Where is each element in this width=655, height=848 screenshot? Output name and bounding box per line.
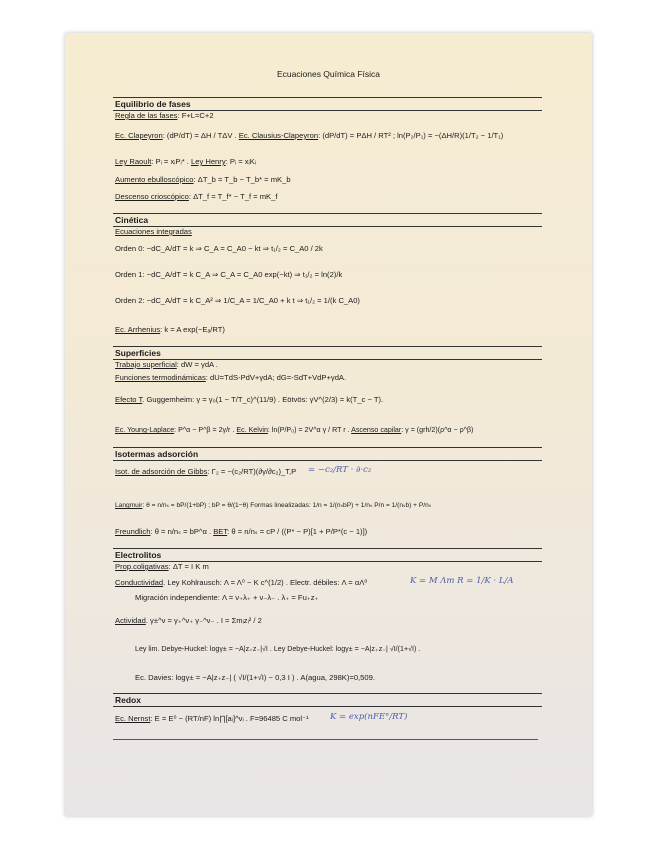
integradas-label: Ecuaciones integradas	[115, 227, 192, 236]
line-funciones	[115, 373, 346, 383]
section-header-cinetica: Cinética	[113, 213, 542, 227]
actividad-eq: . γ±^ν = γ₊^ν₊ γ₋^ν₋ . I = Σmᵢzᵢ² / 2	[145, 616, 262, 625]
section-header-electrolitos: Electrolitos	[113, 548, 542, 562]
line-orden-1: Orden 1: −dC_A/dT = k C_A ⇒ C_A = C_A0 exp(−kt) ⇒ t₁/₂ = ln(2)/k	[115, 270, 343, 279]
page-title: Ecuaciones Química Física	[277, 69, 380, 79]
line-clapeyron	[115, 131, 503, 141]
section-header-redox: Redox	[113, 693, 542, 707]
cond-label: Conductividad	[115, 578, 164, 587]
prop-eq: : ΔT = I K m	[168, 562, 209, 571]
line-prop-coligativas	[115, 562, 209, 572]
ebull-label: Aumento ebulloscópico	[115, 175, 194, 184]
arrhenius-eq: : k = A exp(−Eₐ/RT)	[160, 325, 225, 334]
cond-eq: . Ley Kohlrausch: Λ = Λ⁰ − K c^(1/2) . Electr. débiles: Λ = αΛ⁰	[163, 578, 368, 587]
line-orden-0: Orden 0: −dC_A/dT = k ⇒ C_A = C_A0 − kt ⇒ t₁/₂ = C_A0 / 2k	[115, 244, 323, 253]
funciones-eq: : dU=TdS-PdV+γdA; dG=-SdT+VdP+γdA.	[205, 373, 347, 382]
langmuir-label: Langmuir	[115, 502, 143, 509]
line-ebulloscopico	[115, 175, 291, 185]
efecto-eq: . Guggemheim: γ = γ₀(1 − T/T_c)^(11/9) . Eötvös: γV^(2/3) = k(T_c − T).	[142, 395, 384, 404]
henry-label: Ley Henry	[191, 157, 226, 166]
ebull-eq: : ΔT_b = T_b − T_b* = mK_b	[193, 175, 291, 184]
section-header-fases: Equilibrio de fases	[113, 97, 542, 111]
regla-eq: : F+L=C+2	[177, 111, 214, 120]
line-langmuir	[115, 501, 431, 511]
handwritten-conductivity-note: K = M Λm R = 1/K · L/A	[410, 576, 514, 586]
clapeyron-eq: : (dP/dT) = ΔH / TΔV .	[162, 131, 237, 140]
line-young-laplace	[115, 425, 473, 435]
line-actividad	[115, 616, 262, 626]
line-debye-huckel: Ley lim. Debye-Huckel: logγ± = −A|z₊z₋|√I . Ley Debye-Huckel: logγ± = −A|z₊z₋| √I/(1+√I) .	[135, 645, 421, 653]
efecto-label: Efecto T	[115, 395, 143, 404]
line-ecuaciones-integradas	[115, 227, 192, 237]
bet-label: BET	[213, 527, 228, 536]
nernst-eq: : E = E⁰ − (RT/nF) ln∏[aᵢ]^νᵢ . F=96485 C mol⁻¹	[150, 714, 309, 723]
funciones-label: Funciones termodinámicas	[115, 373, 206, 382]
young-label: Ec. Young-Laplace	[115, 426, 175, 434]
line-efecto-t	[115, 395, 383, 405]
freundlich-eq: : θ = n/nₛ = bP^α .	[150, 527, 212, 536]
line-crioscopico	[115, 192, 277, 202]
crio-label: Descenso crioscópico	[115, 192, 189, 201]
trabajo-eq: : dW = γdA .	[176, 360, 218, 369]
line-nernst	[115, 714, 309, 724]
langmuir-eq: : θ = n/nₛ = bP/(1+bP) ; bP = θ/(1−θ) Formas linealizadas: 1/n = 1/(nₛbP) + 1/nₛ P/n = 1/(nₛb) + P/nₛ	[142, 502, 432, 509]
handwritten-nernst-note: K = exp(nFE°/RT)	[330, 712, 408, 722]
gibbs-label: Isot. de adsorción de Gibbs	[115, 467, 208, 476]
nernst-label: Ec. Nernst	[115, 714, 151, 723]
actividad-label: Actividad	[115, 616, 146, 625]
bottom-rule	[113, 739, 538, 740]
line-migracion: Migración independiente: Λ = ν₊λ₊ + ν₋λ₋ . λ₊ = Fu₊z₊	[135, 593, 319, 602]
line-arrhenius	[115, 325, 225, 335]
prop-label: Prop.coligativas	[115, 562, 169, 571]
kelvin-label: Ec. Kelvin	[236, 426, 268, 434]
clapeyron-label: Ec. Clapeyron	[115, 131, 163, 140]
line-gibbs	[115, 467, 296, 477]
regla-label: Regla de las fases	[115, 111, 178, 120]
line-raoult-henry	[115, 157, 256, 167]
raoult-label: Ley Raoult	[115, 157, 152, 166]
gibbs-eq: : Γ₂ = −(c₂/RT)(∂γ/∂c₂)_T,P	[207, 467, 297, 476]
bet-eq: : θ = n/nₛ = cP / ((P* − P)[1 + P/P*(c − 1)])	[227, 527, 368, 536]
freundlich-label: Freundlich	[115, 527, 151, 536]
arrhenius-label: Ec. Arrhenius	[115, 325, 161, 334]
section-header-superficies: Superficies	[113, 346, 542, 360]
kelvin-eq: : ln(P/P₀) = 2V^α γ / RT r .	[267, 426, 350, 434]
young-eq: : P^α − P^β = 2γ/r .	[174, 426, 235, 434]
henry-eq: : Pᵢ = xᵢKᵢ	[225, 157, 257, 166]
handwritten-gibbs-note: = −c₂/RT · ∂·c₂	[308, 465, 372, 475]
raoult-eq: : Pᵢ = xᵢPᵢ* .	[151, 157, 189, 166]
line-orden-2: Orden 2: −dC_A/dT = k C_A² ⇒ 1/C_A = 1/C_A0 + k t ⇒ t₁/₂ = 1/(k C_A0)	[115, 296, 360, 305]
line-trabajo	[115, 360, 218, 370]
line-regla-fases	[115, 111, 214, 121]
cc-eq: : (dP/dT) = PΔH / RT² ; ln(P₂/P₁) = −(ΔH/R)(1/T₂ − 1/T₁)	[318, 131, 504, 140]
crio-eq: : ΔT_f = T_f* − T_f = mK_f	[188, 192, 278, 201]
line-conductividad	[115, 578, 367, 588]
capilar-eq: : γ = (grh/2)(ρ^α − ρ^β)	[401, 426, 474, 434]
cc-label: Ec. Clausius-Clapeyron	[238, 131, 319, 140]
line-davies: Ec. Davies: logγ± = −A|z₊z₋| ( √I/(1+√I) − 0,3 I ) . A(agua, 298K)=0,509.	[135, 673, 375, 682]
line-freundlich-bet	[115, 527, 367, 537]
formula-sheet	[65, 33, 592, 816]
capilar-label: Ascenso capilar	[351, 426, 402, 434]
section-header-isotermas: Isotermas adsorción	[113, 447, 542, 461]
trabajo-label: Trabajo superficial	[115, 360, 177, 369]
